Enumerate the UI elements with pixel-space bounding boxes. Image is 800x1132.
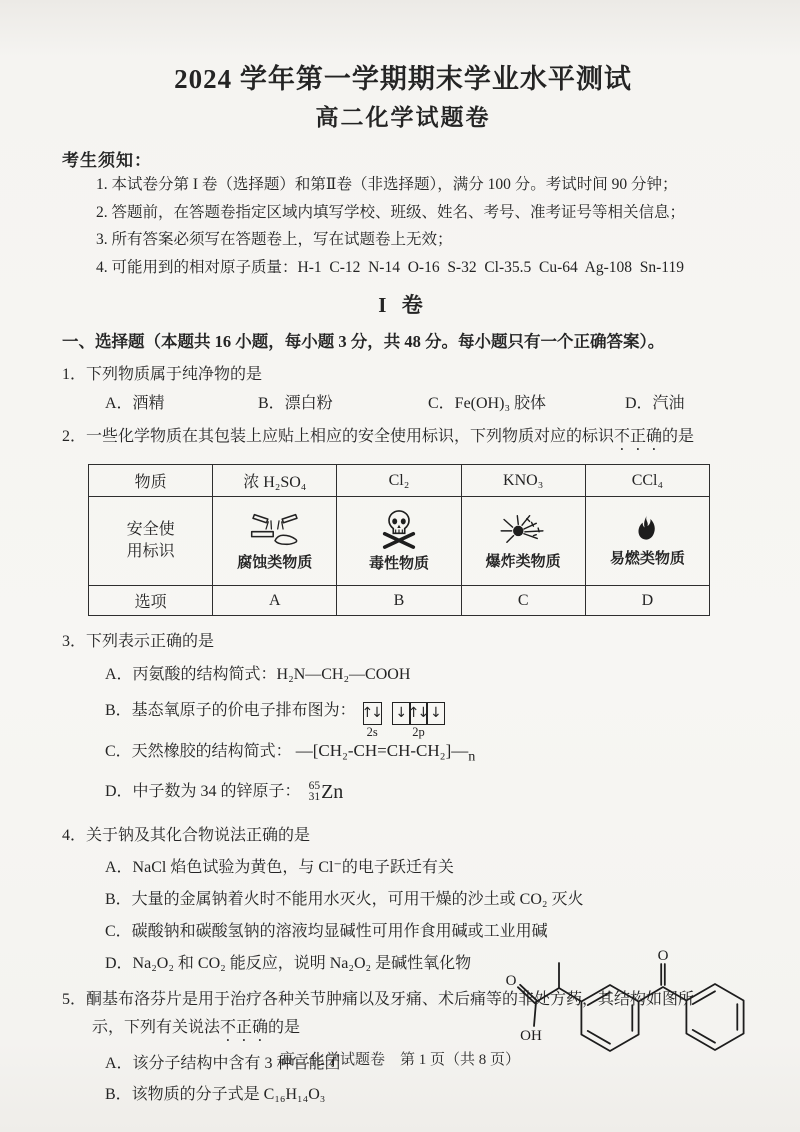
options-row-label: 选项: [89, 586, 213, 616]
explosive-icon: [497, 511, 549, 547]
table-icon-row: [89, 497, 710, 586]
orbital-label-2p: 2p: [412, 724, 425, 739]
page-subtitle: 高二化学试题卷: [315, 105, 491, 130]
option-d-text: D．中子数为 34 的锌原子：: [105, 783, 301, 801]
stem-text: 的是: [268, 1019, 301, 1037]
question-4-stem: 4．关于钠及其化合物说法正确的是: [62, 827, 311, 845]
option-a: A．NaCl 焰色试验为黄色，与 Cl⁻的电子跃迁有关: [105, 859, 454, 877]
explosive-cell: [461, 497, 585, 586]
atomic-number: 31: [308, 791, 321, 804]
question-1-stem: 1．下列物质属于纯净物的是: [62, 366, 263, 383]
header-cell: CCl₄: [585, 465, 709, 497]
stem-text: 的是: [662, 428, 695, 445]
row-label: [127, 519, 175, 563]
stem-text: 2．一些化学物质在其包装上应贴上相应的安全使用标识，下列物质对应的标识: [62, 428, 615, 445]
isotope-notation: [309, 781, 344, 803]
header-cell: 浓 H₂SO₄: [213, 465, 337, 497]
polymer-formula-text: —[CH₂-CH=CH-CH₂]—: [295, 741, 469, 760]
notice-item-2: 2. 答题前，在答题卷指定区域内填写学校、班级、姓名、考号、准考证号等相关信息；: [96, 203, 686, 221]
isotope-numbers: [309, 781, 321, 803]
page-footer: 高二化学试题卷 第 1 页（共 8 页）: [279, 1052, 520, 1068]
option-a: A．丙氨酸的结构简式：H₂N—CH₂—COOH: [105, 666, 411, 683]
question-3: [62, 630, 744, 804]
volume-heading: I 卷: [378, 293, 428, 317]
option-c-text: C．天然橡胶的结构简式：: [105, 743, 292, 760]
question-5-stem-line1: 5．酮基布洛芬片是用于治疗各种关节肿痛以及牙痛、术后痛等的非处方药，其结构如图所: [62, 991, 695, 1009]
orbital-2p-group: [392, 702, 446, 739]
option-c: C．碳酸钠和碳酸氢钠的溶液均显碱性可用作食用碱或工业用碱: [105, 923, 548, 941]
icon-caption: 腐蚀类物质: [237, 555, 313, 571]
flammable-icon: [636, 514, 658, 544]
option-cell-a: A: [213, 586, 337, 616]
question-2-stem: [62, 425, 744, 454]
mass-number: 65: [308, 780, 321, 793]
corrosive-cell: [213, 497, 337, 586]
question-1-options: [105, 392, 744, 416]
safety-label-table: [88, 464, 710, 616]
option-d: D．汽油: [625, 395, 685, 412]
notice-item-4: 4. 可能用到的相对原子质量：H-1 C-12 N-14 O-16 S-32 Cl-35.5 Cu-64 Ag-108 Sn-119: [96, 258, 684, 276]
option-b: B．大量的金属钠着火时不能用水灭火，可用干燥的沙土或 CO₂ 灭火: [105, 891, 584, 909]
icon-caption: 爆炸类物质: [485, 554, 561, 570]
icon-caption: 易燃类物质: [609, 551, 685, 567]
corrosive-icon: [249, 510, 301, 548]
option-cell-c: C: [461, 586, 585, 616]
ketone-oxygen-label: O: [657, 948, 669, 964]
section-heading: 一、选择题（本题共 16 小题，每小题 3 分，共 48 分。每小题只有一个正确答案）。: [62, 332, 665, 351]
icon-caption: 毒性物质: [368, 556, 429, 572]
row-label-cell: [89, 497, 213, 586]
element-symbol: Zn: [321, 781, 344, 804]
polymer-formula: [295, 741, 476, 765]
emphasized-text: 不正确: [220, 1019, 269, 1037]
option-b: B．漂白粉: [258, 395, 333, 412]
candidate-notice: [62, 146, 744, 281]
hydroxyl-label: OH: [520, 1028, 542, 1044]
row-label-line2: 用标识: [126, 543, 175, 560]
header-cell: Cl₂: [337, 465, 461, 497]
header-cell: 物质: [89, 465, 213, 497]
table-header-row: [89, 465, 710, 497]
option-d: [105, 780, 744, 804]
page-title: 2024 学年第一学期期末学业水平测试: [174, 64, 632, 94]
option-cell-d: D: [585, 586, 709, 616]
orbital-box-2s: ↑↓: [363, 702, 382, 725]
orbital-label-2s: 2s: [366, 724, 378, 739]
option-b: B．该物质的分子式是 C₁₆H₁₄O₃: [105, 1086, 326, 1104]
notice-item-1: 1. 本试卷分第 I 卷（选择题）和第Ⅱ卷（非选择题），满分 100 分。考试时间 90 分钟；: [96, 176, 678, 193]
notice-item-3: 3. 所有答案必须写在答题卷上，写在试题卷上无效；: [96, 231, 453, 248]
header-cell: KNO₃: [461, 465, 585, 497]
option-c: [105, 739, 744, 768]
emphasized-text: 不正确: [614, 428, 663, 445]
question-1: [62, 363, 744, 416]
option-d: D．Na₂O₂ 和 CO₂ 能反应，说明 Na₂O₂ 是碱性氧化物: [105, 955, 472, 973]
toxic-cell: [337, 497, 461, 586]
option-a: A．该分子结构中含有 3 种官能团: [105, 1055, 341, 1073]
orbital-2s-group: [361, 702, 382, 739]
orbital-diagram: [361, 702, 446, 739]
toxic-icon: [378, 509, 420, 549]
option-b: [105, 699, 744, 739]
notice-heading: 考生须知：: [62, 151, 152, 170]
carboxyl-oxygen-label: O: [505, 973, 517, 989]
option-a: A．酒精: [105, 395, 165, 412]
option-cell-b: B: [337, 586, 461, 616]
orbital-box-2p-1: ↓: [392, 702, 411, 725]
ketoprofen-structure-diagram: [447, 936, 747, 1066]
option-b-text: B．基态氧原子的价电子排布图为：: [105, 702, 356, 719]
question-2: [62, 425, 744, 616]
row-label-line1: 安全使: [126, 521, 175, 538]
option-c: C．Fe(OH)₃ 胶体: [428, 395, 547, 412]
table-options-row: [89, 586, 710, 616]
stem-text: 示，下列有关说法: [92, 1019, 221, 1037]
question-3-stem: 3．下列表示正确的是: [62, 633, 215, 650]
orbital-box-2p-2: ↑↓: [409, 702, 428, 725]
polymer-subscript-n: n: [468, 748, 476, 765]
orbital-box-2p-3: ↓: [426, 702, 445, 725]
flammable-cell: [585, 497, 709, 586]
